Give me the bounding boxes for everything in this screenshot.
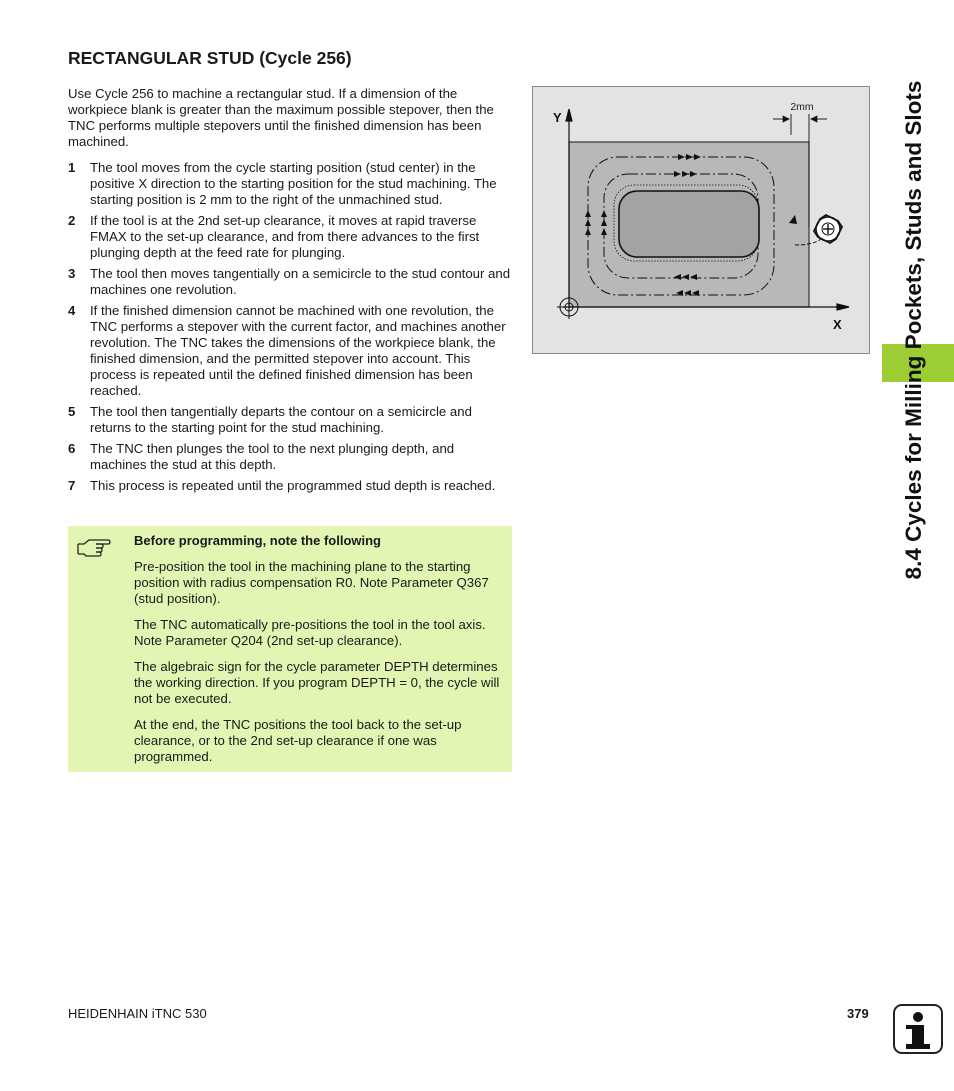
step-number: 3 [68,266,76,281]
note-paragraph: At the end, the TNC positions the tool back to the set-up clearance, or to the 2nd set-up clearance if one was programmed. [134,717,462,764]
page-number: 379 [847,1006,869,1021]
step-number: 5 [68,404,76,419]
footer-manual-name: HEIDENHAIN iTNC 530 [68,1006,207,1021]
step-number: 2 [68,213,76,228]
step-item [68,160,514,208]
note-body [134,533,504,775]
stud-machining-figure [532,86,870,354]
step-number: 4 [68,303,76,318]
step-item [68,303,514,399]
step-item [68,213,514,261]
step-number: 6 [68,441,76,456]
chapter-side-title: 8.4 Cycles for Milling Pockets, Studs and Slots [901,80,926,580]
step-text: The tool then tangentially departs the contour on a semicircle and returns to the starting point for the stud machining. [90,404,472,435]
step-number: 7 [68,478,76,493]
note-heading: Before programming, note the following [134,533,381,548]
step-text: If the finished dimension cannot be machined with one revolution, the TNC performs a stepover with the current factor, and machines another revolution. The TNC takes the dimensions of the workpiece blank, the finished dimension, and the permitted stepover into account. This process is repeated until the defined finished dimension has been reached. [90,303,506,398]
step-item [68,478,514,494]
step-text: The tool then moves tangentially on a semicircle to the stud contour and machines one revolution. [90,266,511,297]
info-icon[interactable] [893,1004,943,1054]
dimension-label: 2mm [790,101,814,113]
step-text: The tool moves from the cycle starting position (stud center) in the positive X direction to the starting position for the stud machining. The starting position is 2 mm to the right of the unmachined stud. [90,160,497,207]
step-item [68,266,514,298]
x-axis-label: X [833,317,842,332]
section-title: RECTANGULAR STUD (Cycle 256) [68,48,352,68]
finished-stud [619,191,759,257]
intro-paragraph: Use Cycle 256 to machine a rectangular stud. If a dimension of the workpiece blank is greater than the maximum possible stepover, then the TNC performs multiple stepovers until the finished dimension has been machined. [68,86,494,149]
step-text: If the tool is at the 2nd set-up clearance, it moves at rapid traverse FMAX to the set-up clearance, and from there advances to the first plunging depth at the feed rate for plunging. [90,213,480,260]
note-paragraph: Pre-position the tool in the machining plane to the starting position with radius compensation R0. Note Parameter Q367 (stud position). [134,559,489,606]
step-text: This process is repeated until the programmed stud depth is reached. [90,478,496,493]
milling-cutter-icon [814,215,842,243]
note-box [68,526,512,772]
note-paragraph: The TNC automatically pre-positions the tool in the tool axis. Note Parameter Q204 (2nd set-up clearance). [134,617,486,648]
y-axis-label: Y [553,110,562,125]
step-list [68,160,514,499]
step-number: 1 [68,160,76,175]
pointing-hand-icon [76,536,112,565]
step-item [68,441,514,473]
step-text: The TNC then plunges the tool to the next plunging depth, and machines the stud at this depth. [90,441,455,472]
step-item [68,404,514,436]
note-paragraph: The algebraic sign for the cycle parameter DEPTH determines the working direction. If you program DEPTH = 0, the cycle will not be executed. [134,659,500,706]
